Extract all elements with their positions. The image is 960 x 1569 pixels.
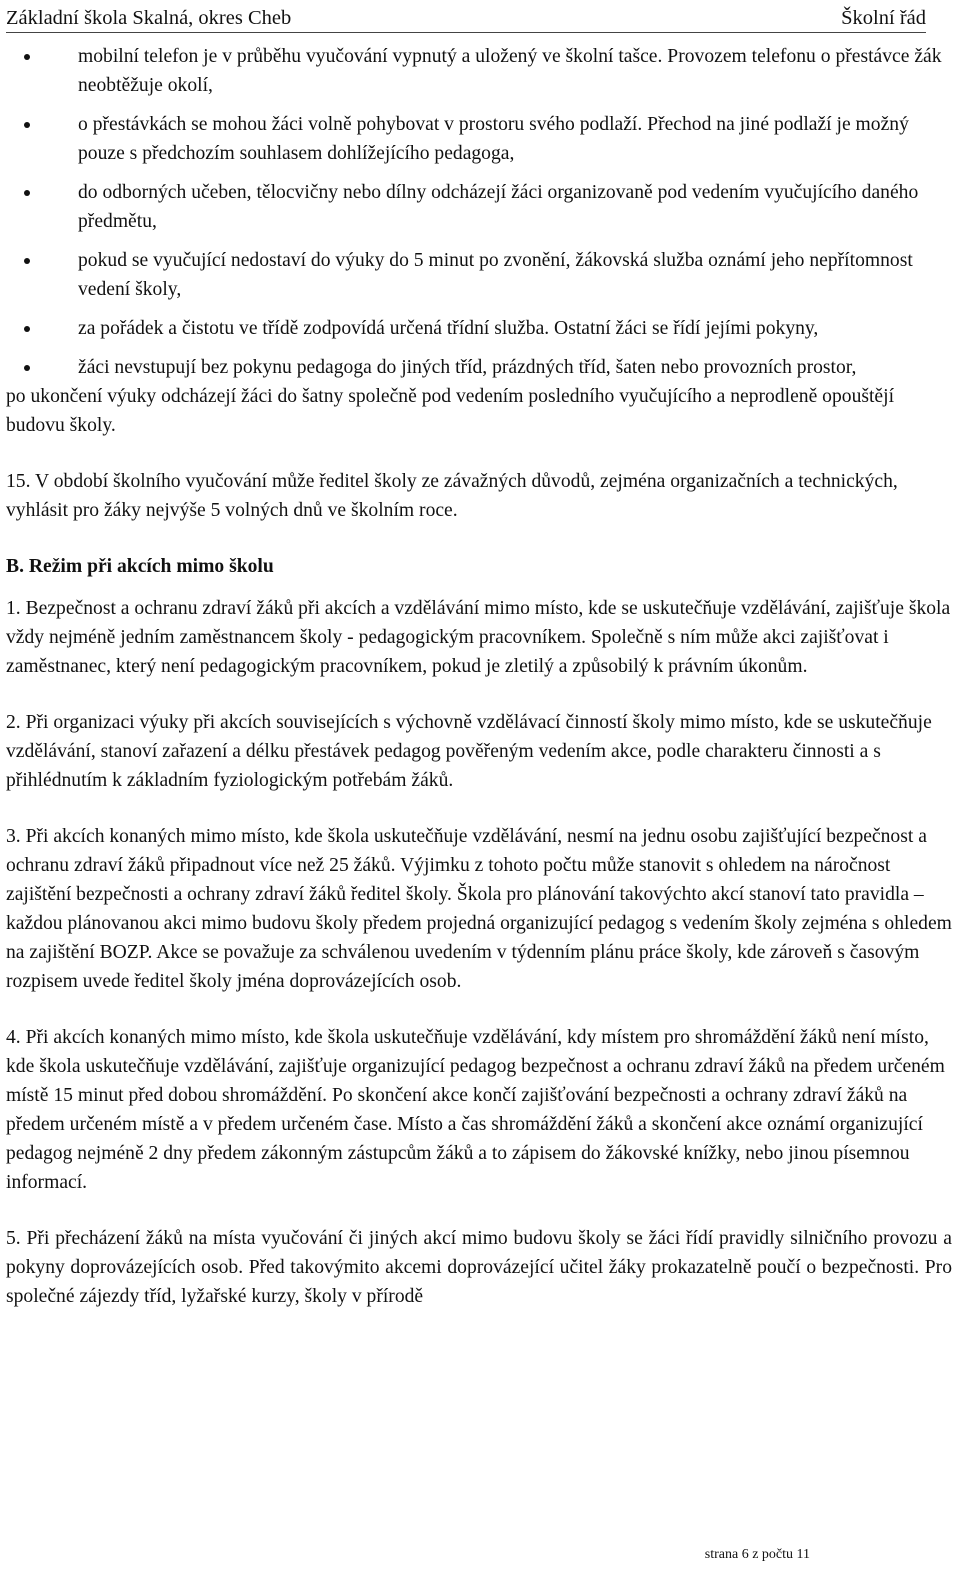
bullet-icon xyxy=(24,54,30,60)
list-item xyxy=(6,110,952,168)
list-item xyxy=(6,246,952,304)
list-item xyxy=(6,42,952,100)
bullet-icon xyxy=(24,190,30,196)
section-b-paragraph-1: 1. Bezpečnost a ochranu zdraví žáků při akcích a vzdělávání mimo místo, kde se uskutečňuje vzdělávání, zajišťuje škola vždy nejméně jedním zaměstnancem školy - pedagogickým pracovníkem. Společně s ním může akci zajišťovat i zaměstnanec, který není pedagogickým pracovníkem, pokud je zletilý a způsobilý k právním úkonům. xyxy=(6,598,951,677)
paragraph-end-of-lessons: po ukončení výuky odcházejí žáci do šatny společně pod vedením posledního vyučujícího a neprodleně opouštějí budovu školy. xyxy=(6,386,895,436)
bullet-icon xyxy=(24,122,30,128)
page-number: strana 6 z počtu 11 xyxy=(704,1547,810,1562)
page-header xyxy=(6,4,926,33)
list-item-text: pokud se vyučující nedostaví do výuky do 5 minut po zvonění, žákovská služba oznámí jeho nepřítomnost vedení školy, xyxy=(78,250,913,300)
bullet-icon xyxy=(24,365,30,371)
list-item-text: mobilní telefon je v průběhu vyučování vypnutý a uložený ve školní tašce. Provozem telefonu o přestávce žák neobtěžuje okolí, xyxy=(78,46,942,96)
document-title: Školní řád xyxy=(841,7,926,29)
rules-list xyxy=(6,42,952,382)
section-b-paragraph-5: 5. Při přecházení žáků na místa vyučování či jiných akcí mimo budovu školy se žáci řídí pravidly silničního provozu a pokyny doprovázejících osob. Před takovýmito akcemi doprovázející učitel žáky prokazatelně poučí o bezpečnosti. Pro společné zájezdy tříd, lyžařské kurzy, školy v přírodě xyxy=(6,1228,952,1307)
section-b-heading: B. Režim při akcích mimo školu xyxy=(6,556,274,577)
document-body xyxy=(6,42,952,1338)
paragraph-15: 15. V období školního vyučování může ředitel školy ze závažných důvodů, zejména organizačních a technických, vyhlásit pro žáky nejvýše 5 volných dnů ve školním roce. xyxy=(6,471,898,521)
list-item-text: o přestávkách se mohou žáci volně pohybovat v prostoru svého podlaží. Přechod na jiné podlaží je možný pouze s předchozím souhlasem dohlížejícího pedagoga, xyxy=(78,114,909,164)
section-b-paragraph-2: 2. Při organizaci výuky při akcích souvisejících s výchovně vzdělávací činností školy mimo místo, kde se uskutečňuje vzdělávání, stanoví zařazení a délku přestávek pedagog pověřeným vedením akce, podle charakteru činnosti a s přihlédnutím k základním fyziologickým potřebám žáků. xyxy=(6,712,932,791)
list-item-text: do odborných učeben, tělocvičny nebo dílny odcházejí žáci organizovaně pod vedením vyučujícího daného předmětu, xyxy=(78,182,919,232)
bullet-icon xyxy=(24,326,30,332)
list-item xyxy=(6,353,952,382)
section-b-paragraph-4: 4. Při akcích konaných mimo místo, kde škola uskutečňuje vzdělávání, kdy místem pro shromáždění žáků není místo, kde škola uskutečňuje vzdělávání, zajišťuje organizující pedagog bezpečnost a ochranu zdraví žáků na předem určeném místě 15 minut před dobou shromáždění. Po skončení akce končí zajišťování bezpečnosti a ochrany zdraví žáků na předem určeném místě a v předem určeném čase. Místo a čas shromáždění žáků a skončení akce oznámí organizující pedagog nejméně 2 dny předem zákonným zástupcům žáků a to zápisem do žákovské knížky, nebo jinou písemnou informací. xyxy=(6,1027,945,1193)
list-item-text: žáci nevstupují bez pokynu pedagoga do jiných tříd, prázdných tříd, šaten nebo provozních prostor, xyxy=(78,357,857,378)
list-item-text: za pořádek a čistotu ve třídě zodpovídá určená třídní služba. Ostatní žáci se řídí jejími pokyny, xyxy=(78,318,819,339)
bullet-icon xyxy=(24,258,30,264)
school-name: Základní škola Skalná, okres Cheb xyxy=(6,7,292,29)
list-item xyxy=(6,314,952,343)
list-item xyxy=(6,178,952,236)
section-b-paragraph-3: 3. Při akcích konaných mimo místo, kde škola uskutečňuje vzdělávání, nesmí na jednu osobu zajišťující bezpečnost a ochranu zdraví žáků připadnout více než 25 žáků. Výjimku z tohoto počtu může stanovit s ohledem na náročnost zajištění bezpečnosti a ochrany zdraví žáků ředitel školy. Škola pro plánování takovýchto akcí stanoví tato pravidla – každou plánovanou akci mimo budovu školy předem projedná organizující pedagog s vedením školy zejména s ohledem na zajištění BOZP. Akce se považuje za schválenou uvedením v týdenním plánu práce školy, kde zároveň s časovým rozpisem uvede ředitel školy jména doprovázejících osob. xyxy=(6,826,952,992)
